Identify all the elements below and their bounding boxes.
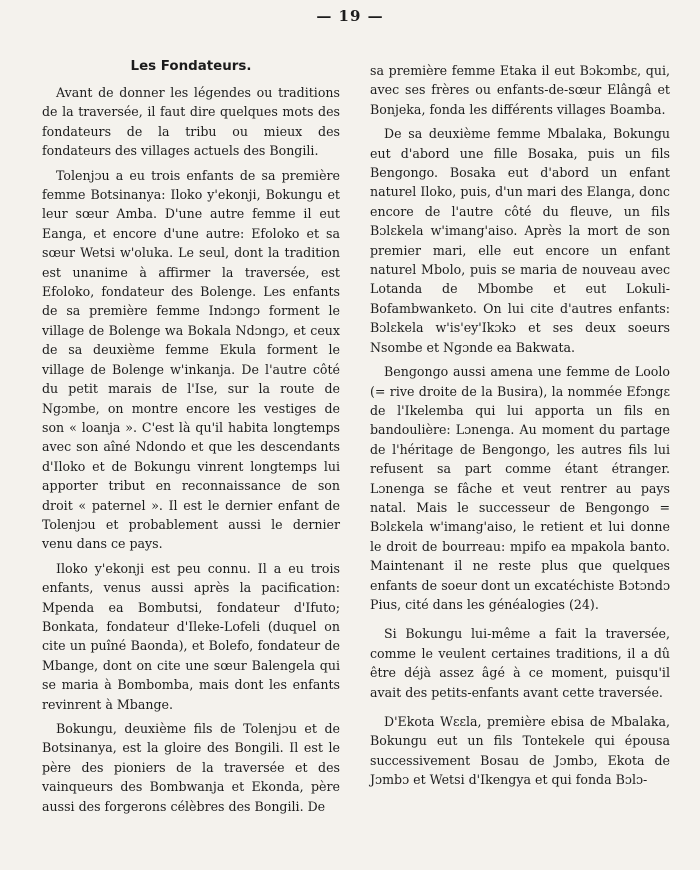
paragraph-ekota: D'Ekota Wɛɛla, première ebisa de Mbalaka, Bokungu eut un fils Tontekele qui épousa successivement Bosau de Jɔmbɔ, Ekota de Jɔmbɔ et Wetsi d'Ikengya et qui fonda Bɔlɔ- <box>370 714 670 788</box>
paragraph-tolenjou: Tolenjɔu a eu trois enfants de sa première femme Botsinanya: Iloko y'ekonji, Bokungu et leur sœur Amba. D'une autre femme il eut Eanga, et encore d'une autre: Efoloko et sa sœur Wetsi w'oluka. Le seul, dont la tradition est unanime à affirmer la traversée, est Efoloko, fondateur des Bolenge. Les enfants de sa première femme Indɔngɔ forment le village de Bolenge wa Bokala Ndɔngɔ, et ceux de sa deuxième femme Ekula forment le village de Bolenge w'inkanja. De l'autre côté du petit marais de l'Ise, sur la route de Ngɔmbe, on montre encore les vestiges de son « loanja ». C'est là qu'il habita longtemps avec son aîné Ndondo et que les descendants d'Iloko et de Bokungu vinrent longtemps lui apporter tribut en reconnaissance de son droit « paternel ». Il est le dernier enfant de Tolenjɔu et probablement aussi le dernier venu dans ce pays. <box>42 167 340 552</box>
right-column <box>370 61 670 795</box>
paragraph-continuation: sa première femme Etaka il eut Bɔkɔmbɛ, qui, avec ses frères ou enfants-de-sœur Elângâ et Bonjeka, fonda les différents villages Boamba. <box>370 63 670 117</box>
section-title: Les Fondateurs. <box>130 59 252 74</box>
paragraph-bengongo: Bengongo aussi amena une femme de Loolo (= rive droite de la Busira), la nommée Efɔngɛ de l'Ikelemba qui lui apporta un fils en bandoulière: Lɔnenga. Au moment du partage de l'héritage de Bengongo, les autres fils lui refusent sa part comme étant étranger. Lɔnenga se fâche et veut rentrer au pays natal. Mais le successeur de Bengongo = Bɔlɛkela w'imang'aiso, le retient et lui donne le droit de bourreau: mpifo ea mpakola banto. Maintenant il ne reste plus que quelques enfants de soeur dont un excatéchiste Bɔtɔndɔ Pius, cité dans les généalogies (24). <box>370 364 670 612</box>
paragraph-intro: Avant de donner les légendes ou traditions de la traversée, il faut dire quelques mots des fondateurs de la tribu ou mieux des fondateurs des villages actuels des Bongili. <box>42 85 340 159</box>
page-number: — 19 — <box>316 7 384 25</box>
paragraph-iloko: Iloko y'ekonji est peu connu. Il a eu trois enfants, venus aussi après la pacification: Mpenda ea Bombutsi, fondateur d'Ifuto; Bonkata, fondateur d'Ileke-Lofeli (duquel on cite un puîné Baonda), et Bolefo, fondateur de Mbange, dont on cite une sœur Balengela qui se maria à Bombomba, mais dont les enfants revinrent à Mbange. <box>42 560 340 712</box>
paragraph-bokungu: Bokungu, deuxième fils de Tolenjɔu et de Botsinanya, est la gloire des Bongili. Il est le père des pioniers de la traversée et des vainqueurs des Bombwanja et Ekonda, père aussi des forgerons célèbres des Bongili. De <box>42 721 340 814</box>
left-column <box>42 58 340 821</box>
paragraph-traversee: Si Bokungu lui-même a fait la traversée, comme le veulent certaines traditions, il a dû être déjà assez âgé à ce moment, puisqu'il avait des petits-enfants avant cette traversée. <box>370 626 670 700</box>
paragraph-mbalaka: De sa deuxième femme Mbalaka, Bokungu eut d'abord une fille Bosaka, puis un fils Bengongo. Bosaka eut d'abord un enfant naturel Iloko, puis, d'un mari des Elanga, donc encore de l'autre côté du fleuve, un fils Bɔlɛkela w'imang'aiso. Après la mort de son premier mari, elle eut encore un enfant naturel Mbolo, puis se maria de nouveau avec Lotanda de Mbombe et eut Lokuli-Bofambwanketo. On lui cite d'autres enfants: Bɔlɛkela w'is'ey'Ikɔkɔ et ses deux soeurs Nsombe et Ngɔnde ea Bakwata. <box>370 126 670 355</box>
